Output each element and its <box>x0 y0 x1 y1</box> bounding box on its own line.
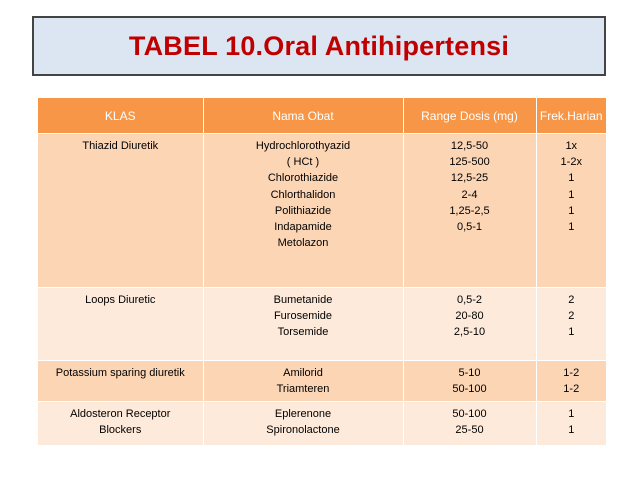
daily-frequency-line: 1 <box>568 408 575 420</box>
table-row <box>38 288 606 361</box>
header-frek-harian: Frek.Harian <box>536 98 606 134</box>
table-header-row <box>38 98 606 134</box>
daily-frequency-line: 1-2 <box>563 367 580 379</box>
dose-range-line: 25-50 <box>455 424 484 437</box>
daily-frequency-line: 1 <box>568 204 575 217</box>
drug-name-line: Eplerenone <box>274 408 332 420</box>
header-nama-obat: Nama Obat <box>203 98 403 134</box>
dose-range-line: 2,5-10 <box>453 326 486 339</box>
header-klas: KLAS <box>38 98 203 134</box>
daily-frequency-line: 1 <box>568 326 575 339</box>
dose-range-line: 2-4 <box>461 188 478 201</box>
drug-name-line: Amilorid <box>283 367 323 379</box>
dose-range-line: 20-80 <box>455 310 484 323</box>
daily-frequency-cell <box>536 134 606 288</box>
daily-frequency-line: 1 <box>568 188 575 201</box>
dose-range-line: 12,5-50 <box>450 140 489 152</box>
klas-line: Potassium sparing diuretik <box>55 367 185 379</box>
title-banner <box>32 16 606 76</box>
dose-range-line: 12,5-25 <box>450 172 489 185</box>
klas-cell <box>38 361 203 402</box>
dose-range-line: 50-100 <box>452 383 487 396</box>
dose-range-cell <box>403 288 536 361</box>
daily-frequency-line: 1-2 <box>563 383 580 396</box>
daily-frequency-cell <box>536 361 606 402</box>
klas-line: Blockers <box>99 424 142 437</box>
klas-cell <box>38 288 203 361</box>
daily-frequency-line: 2 <box>568 310 575 323</box>
drug-name-line: Polithiazide <box>274 204 332 217</box>
drug-name-line: Metolazon <box>277 237 329 250</box>
klas-line: Thiazid Diuretik <box>82 140 159 152</box>
drug-name-line: Indapamide <box>274 221 332 234</box>
dose-range-line: 5-10 <box>458 367 481 379</box>
klas-line: Aldosteron Receptor <box>70 408 171 420</box>
drug-name-line: Torsemide <box>277 326 329 339</box>
drug-name-cell <box>203 134 403 288</box>
dose-range-line: 1,25-2,5 <box>449 204 490 217</box>
drug-name-line: Triamteren <box>276 383 330 396</box>
header-range-dosis: Range Dosis (mg) <box>403 98 536 134</box>
drug-name-line: Bumetanide <box>273 294 333 306</box>
daily-frequency-line: 1-2x <box>560 156 582 169</box>
drug-name-cell <box>203 288 403 361</box>
page-title: TABEL 10.Oral Antihipertensi <box>128 30 510 61</box>
daily-frequency-line: 1x <box>565 140 578 152</box>
drug-name-line: Furosemide <box>273 310 333 323</box>
table-row <box>38 134 606 288</box>
dose-range-cell <box>403 134 536 288</box>
table-row <box>38 361 606 402</box>
dose-range-line: 0,5-2 <box>456 294 483 306</box>
klas-cell <box>38 134 203 288</box>
drug-name-cell <box>203 402 403 446</box>
drug-name-line: Spironolactone <box>266 424 340 437</box>
daily-frequency-line: 1 <box>568 172 575 185</box>
dose-range-line: 50-100 <box>452 408 487 420</box>
drug-name-cell <box>203 361 403 402</box>
daily-frequency-line: 2 <box>568 294 575 306</box>
dose-range-line: 125-500 <box>449 156 490 169</box>
drug-name-line: Chlorthalidon <box>270 188 336 201</box>
daily-frequency-cell <box>536 288 606 361</box>
daily-frequency-cell <box>536 402 606 446</box>
daily-frequency-line: 1 <box>568 221 575 234</box>
drug-name-line: Hydrochlorothyazid <box>255 140 351 152</box>
drug-name-line: ( HCt ) <box>286 156 320 169</box>
dose-range-line: 0,5-1 <box>456 221 483 234</box>
drug-name-line: Chlorothiazide <box>267 172 339 185</box>
daily-frequency-line: 1 <box>568 424 575 437</box>
antihypertensive-table <box>38 98 606 445</box>
dose-range-cell <box>403 361 536 402</box>
dose-range-cell <box>403 402 536 446</box>
klas-line: Loops Diuretic <box>85 294 156 306</box>
table-row <box>38 402 606 446</box>
klas-cell <box>38 402 203 446</box>
